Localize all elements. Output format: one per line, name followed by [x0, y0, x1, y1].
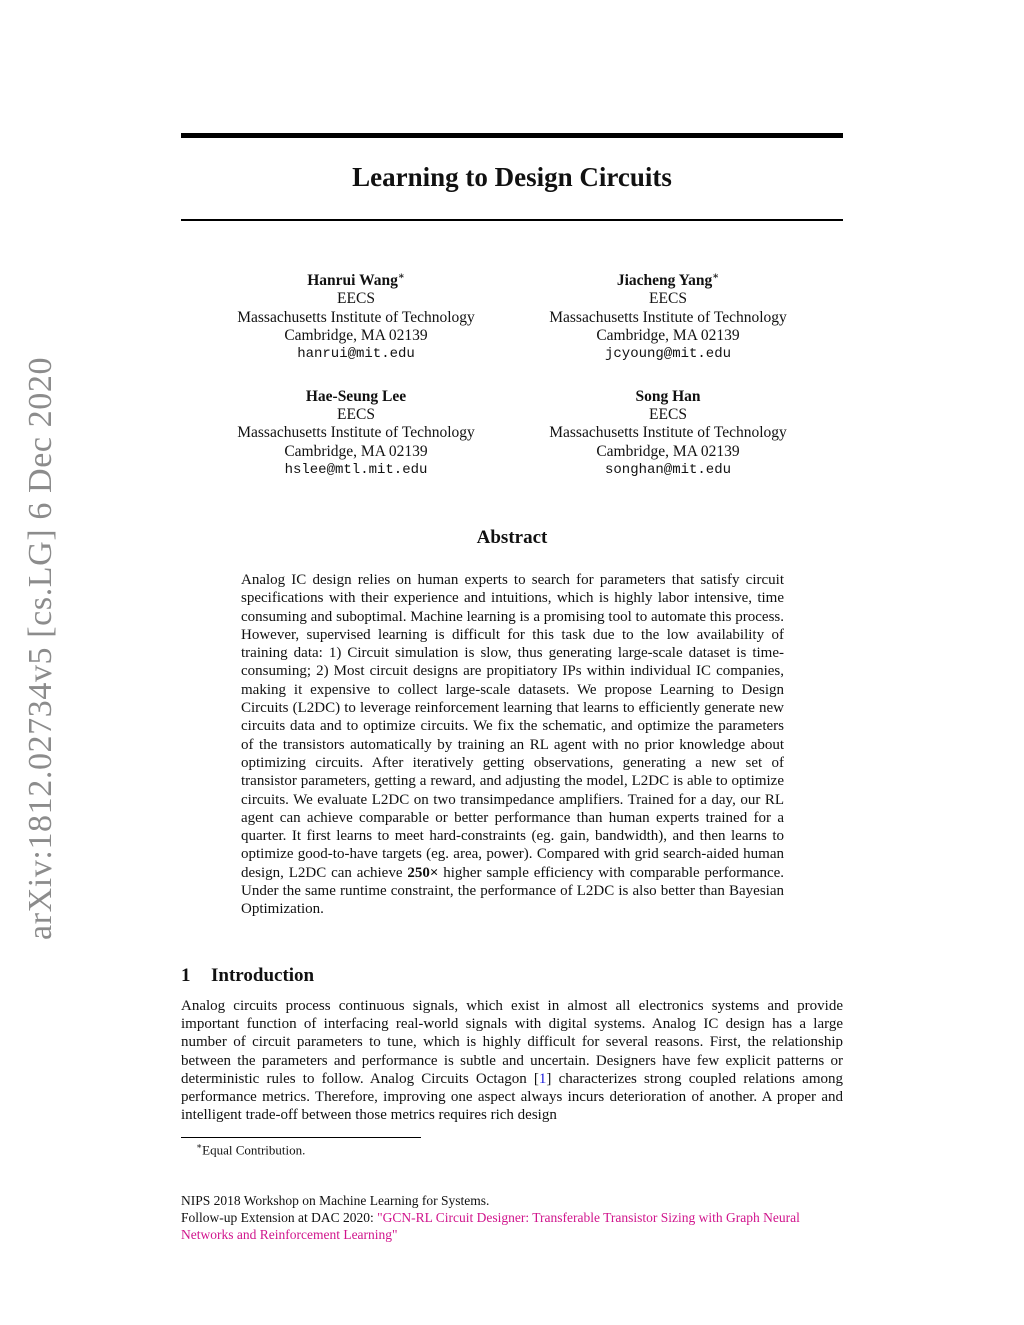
- author-block-song-han: [503, 388, 833, 479]
- section-heading-introduction: [181, 965, 314, 987]
- author-name: Song Han: [635, 388, 701, 405]
- abstract-bold-value: 250×: [407, 864, 439, 881]
- abstract-text-part2: higher sample efficiency with comparable performance. Under the same runtime constraint, the performance of L2DC is also better than Bayesian Optimization.: [241, 864, 785, 918]
- author-address: Cambridge, MA 02139: [284, 326, 428, 344]
- followup-paper-link[interactable]: "GCN-RL Circuit Designer: Transferable Transistor Sizing with Graph Neural Networks and Reinforcement Learning": [181, 1210, 800, 1242]
- footnote-rule: [181, 1137, 421, 1138]
- author-dept: EECS: [337, 406, 375, 424]
- abstract-text: [241, 571, 784, 919]
- arxiv-sidebar-stamp: arXiv:1812.02734v5 [cs.LG] 6 Dec 2020: [22, 356, 59, 940]
- author-institution: Massachusetts Institute of Technology: [237, 424, 475, 442]
- intro-text-part2: ] characterizes strong coupled relations among performance metrics. Therefore, improving one aspect always incurs deterioration of another. A proper and intelligent trade-off between those metrics requires rich design: [181, 1070, 843, 1124]
- author-email[interactable]: songhan@mit.edu: [604, 461, 732, 478]
- author-institution: Massachusetts Institute of Technology: [549, 424, 787, 442]
- footnote: [196, 1141, 305, 1158]
- title-rule-top: [181, 133, 843, 138]
- author-email[interactable]: hslee@mtl.mit.edu: [284, 461, 428, 478]
- paper-title: Learning to Design Circuits: [352, 162, 672, 192]
- footnote-mark: ∗: [196, 1141, 203, 1151]
- abstract-heading: Abstract: [476, 527, 548, 548]
- venue-workshop-line: NIPS 2018 Workshop on Machine Learning for Systems.: [181, 1193, 490, 1208]
- author-dept: EECS: [649, 406, 687, 424]
- author-email[interactable]: jcyoung@mit.edu: [604, 345, 732, 362]
- author-block-jiacheng-yang: [503, 268, 833, 363]
- author-address: Cambridge, MA 02139: [284, 442, 428, 460]
- section-title: Introduction: [211, 965, 315, 986]
- author-name: Hanrui Wang∗: [307, 271, 405, 290]
- author-email[interactable]: hanrui@mit.edu: [297, 345, 415, 362]
- footnote-text: Equal Contribution.: [202, 1142, 306, 1158]
- author-address: Cambridge, MA 02139: [596, 442, 740, 460]
- author-block-hanrui-wang: [191, 268, 521, 363]
- citation-link[interactable]: 1: [538, 1070, 547, 1087]
- author-name: Hae-Seung Lee: [305, 388, 407, 405]
- author-dept: EECS: [337, 290, 375, 308]
- title-rule-bottom: [181, 219, 843, 221]
- venue-followup-prefix: Follow-up Extension at DAC 2020:: [181, 1210, 378, 1225]
- venue-notes: [181, 1192, 843, 1243]
- venue-followup-line: [181, 1209, 843, 1243]
- intro-text-part1: Analog circuits process continuous signals, which exist in almost all electronics systems and provide important function of interfacing real-world signals with digital systems. Analog IC design has a large number of circuit parameters to tune, which is highly difficult for several reasons. First, the relationship between the parameters and performance is subtle and uncertain. Designers have few explicit patterns or deterministic rules to follow. Analog Circuits Octagon [: [181, 998, 843, 1087]
- section-number: 1: [181, 965, 191, 986]
- author-block-hae-seung-lee: [191, 388, 521, 479]
- author-institution: Massachusetts Institute of Technology: [237, 308, 475, 326]
- author-dept: EECS: [649, 290, 687, 308]
- abstract-text-part1: Analog IC design relies on human experts to search for parameters that satisfy circuit specifications with their experience and intuitions, which is highly labor intensive, time consuming and suboptimal. Machine learning is a promising tool to automate this process. However, supervised learning is difficult for this task due to the low availability of training data: 1) Circuit simulation is slow, thus generating large-scale dataset is time-consuming; 2) Most circuit designs are propitiatory IPs within individual IC companies, making it expensive to collect large-scale datasets. We propose Learning to Design Circuits (L2DC) to leverage reinforcement learning that learns to efficiently generate new circuits data and to optimize circuits. We fix the schematic, and optimize the parameters of the transistors automatically by training an RL agent with no prior knowledge about optimizing circuits. After iteratively getting observations, generating a new set of transistor parameters, getting a reward, and adjusting the model, L2DC is able to optimize circuits. We evaluate L2DC on two transimpedance amplifiers. Trained for a day, our RL agent can achieve comparable or better performance than human experts trained for a quarter. It first learns to meet hard-constraints (eg. gain, bandwidth), and then learns to optimize good-to-have targets (eg. area, power). Compared with grid search-aided human design, L2DC can achieve: [241, 572, 784, 881]
- introduction-paragraph: [181, 997, 843, 1124]
- author-institution: Massachusetts Institute of Technology: [549, 308, 787, 326]
- author-address: Cambridge, MA 02139: [596, 326, 740, 344]
- author-name: Jiacheng Yang∗: [616, 271, 720, 290]
